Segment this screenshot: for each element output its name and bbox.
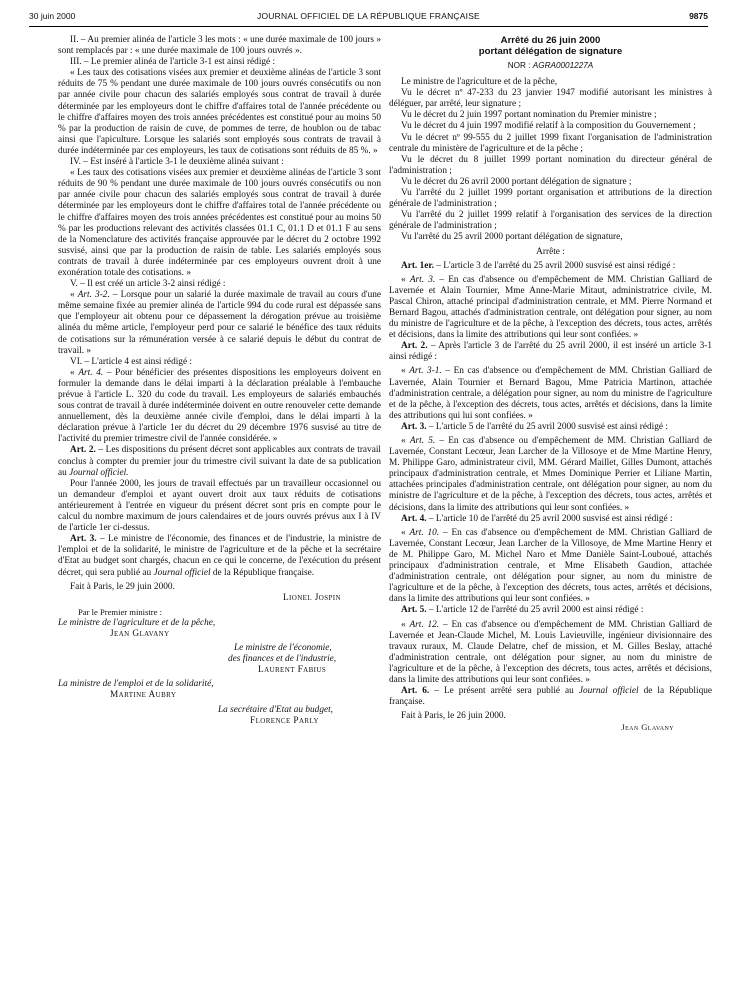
signature: Laurent Fabius bbox=[258, 665, 327, 676]
decree-subtitle: portant délégation de signature bbox=[478, 46, 623, 57]
visa: Le ministre de l'agriculture et de la pêche, bbox=[401, 77, 558, 88]
quoted-article: « Art. 3. – En cas d'absence ou d'empêchement de MM. Christian Galliard de Lavernée et Alain Tournier, Mme Anne-Marie Mitaut, administratrice civile, M. Pascal Chiron, attaché principal d'administration centrale, et MM. Pierre Normand et Bernard Bagou, attachés d'administration centrale, ont délégation pour signer, au nom du ministre de l'agriculture et de la pêche, à l'exception des décrets, tous actes, arrêtés et décisions, dans la limite des attributions qui leur sont confiées. » bbox=[389, 274, 712, 341]
decree-title: Arrêté du 26 juin 2000 bbox=[500, 35, 601, 46]
article-label: Art. 5. bbox=[409, 436, 436, 446]
article-label: Art. 3. bbox=[70, 534, 97, 545]
signature: Jean Glavany bbox=[621, 722, 674, 733]
header-date: 30 juin 2000 bbox=[29, 11, 76, 21]
article-label: Art. 5. bbox=[401, 605, 427, 616]
quoted-article: « Art. 3-1. – En cas d'absence ou d'empêchement de MM. Christian Galliard de Lavernée, Alain Tournier et Bernard Bagou, Mme Patricia Martinon, attachée d'administration centrale, a délégation pour signer, au nom du ministre de l'agriculture et de la pêche, à l'exception des décrets, tous actes, arrêtés et décisions, dans la limite des attributions qui lui sont confiées. » bbox=[389, 366, 713, 421]
right-column bbox=[389, 35, 712, 733]
visa: Vu le décret nº 99-555 du 2 juillet 1999 fixant l'organisation de l'administration centrale du ministère de l'agriculture et de la pêche ; bbox=[389, 132, 712, 154]
article-5: Art. 5. – L'article 12 de l'arrêté du 25 avril 2000 est ainsi rédigé : bbox=[401, 605, 644, 616]
article-label: Art. 3-1. bbox=[409, 366, 442, 377]
article-label: Art. 6. bbox=[401, 686, 430, 697]
article-3: Art. 3. – L'article 5 de l'arrêté du 25 avril 2000 susvisé est ainsi rédigé : bbox=[401, 421, 668, 432]
page-number: 9875 bbox=[689, 11, 708, 21]
article-label: Art. 3. bbox=[401, 421, 427, 432]
minister-title: des finances et de l'industrie, bbox=[228, 654, 337, 665]
done-at: Fait à Paris, le 29 juin 2000. bbox=[70, 581, 175, 592]
visa: Vu le décret du 2 juin 1997 portant nomination du Premier ministre ; bbox=[401, 110, 657, 121]
paragraph: IV. – Est inséré à l'article 3-1 le deuxième alinéa suivant : bbox=[70, 157, 284, 168]
signature-pm: Lionel Jospin bbox=[282, 592, 341, 603]
article-label: Art. 4. bbox=[401, 513, 427, 524]
paragraph: Pour l'année 2000, les jours de travail effectués par un travailleur occasionnel ou un demandeur d'emploi et ayant ouvert droit aux taux réduits de cotisations antérieurement à l'entrée en vigueur du présent décret sont pris en compte pour le calcul du nombre maximum de jours calendaires et de jours ouvrés prévus aux I à IV de l'article 1er ci-dessus. bbox=[58, 478, 381, 534]
minister-title: Le ministre de l'économie, bbox=[234, 643, 332, 654]
visa: Vu le décret du 4 juin 1997 modifié relatif à la composition du Gouvernement ; bbox=[401, 121, 696, 132]
article-label: Art. 2. bbox=[401, 341, 428, 352]
paragraph: V. – Il est créé un article 3-2 ainsi rédigé : bbox=[70, 279, 226, 290]
article-label: Art. 3-2. bbox=[77, 290, 110, 301]
article-2: Art. 2. – Les dispositions du présent décret sont applicables aux contrats de travail conclus à compter du premier jour du trimestre civil suivant la date de sa publication au Journal officiel. bbox=[58, 445, 381, 478]
done-at: Fait à Paris, le 26 juin 2000. bbox=[401, 711, 506, 722]
article-2: Art. 2. – Après l'article 3 de l'arrêté du 25 avril 2000, il est inséré un article 3-1 ainsi rédigé : bbox=[389, 341, 712, 363]
article-label: Art. 4. bbox=[78, 367, 104, 378]
quoted-article: « Art. 4. – Pour bénéficier des présentes dispositions les employeurs doivent en formuler la demande dans le délai imparti à la déclaration préalable à l'embauche prévue à l'article L. 320 du code du travail. Les employeurs de salariés embauchés sous contrat de travail à durée indéterminée doivent en outre renouveler cette demande annuellement, dès la deuxième année civile d'emploi, dans le délai imparti à la déclaration prévue à l'article 1er du décret du 29 décembre 1976 susvisé au titre de l'activité du premier trimestre civil de l'année considérée. » bbox=[58, 367, 381, 445]
minister-title: Le ministre de l'agriculture et de la pêche, bbox=[58, 617, 216, 628]
visa: Vu le décret du 8 juillet 1999 portant nomination du directeur général de l'administration ; bbox=[389, 154, 712, 176]
header-rule bbox=[29, 26, 708, 27]
article-1: Art. 1er. – L'article 3 de l'arrêté du 25 avril 2000 susvisé est ainsi rédigé : bbox=[401, 260, 676, 271]
paragraph: II. – Au premier alinéa de l'article 3 les mots : « une durée maximale de 100 jours » sont remplacés par : « une durée maximale de 100 jours ouvrés ». bbox=[58, 35, 381, 57]
visa: Vu l'arrêté du 25 avril 2000 portant délégation de signature, bbox=[401, 232, 623, 243]
signature: Martine Aubry bbox=[110, 690, 177, 701]
nor-reference: NOR : AGRA0001227A bbox=[507, 61, 594, 70]
article-3: Art. 3. – Le ministre de l'économie, des finances et de l'industrie, la ministre de l'emploi et de la solidarité, le ministre de l'agriculture et de la pêche et la secrétaire d'Etat au budget sont chargés, chacun en ce qui le concerne, de l'exécution du présent décret, qui sera publié au Journal officiel de la République française. bbox=[58, 534, 381, 578]
article-6: Art. 6. – Le présent arrêté sera publié au Journal officiel de la République française. bbox=[389, 686, 713, 708]
journal-title: JOURNAL OFFICIEL DE LA RÉPUBLIQUE FRANÇAISE bbox=[257, 11, 480, 21]
left-column bbox=[58, 35, 381, 727]
page-header bbox=[29, 11, 708, 25]
minister-title: La ministre de l'emploi et de la solidarité, bbox=[58, 679, 214, 690]
article-label: Art. 10. bbox=[409, 527, 440, 538]
paragraph: « Les taux des cotisations visées aux premier et deuxième alinéas de l'article 3 sont réduits de 75 % pendant une durée maximale de 100 jours ouvrés consécutifs ou non par année civile pour chacun des salariés employés sous contrat de travail à durée déterminée par les employeurs dont le chiffre d'affaires total de l'année précédente ou le chiffre d'affaires moyen des trois années précédentes est constitué pour au moins 50 % par la production de raisin de cuve, de pommes de terre, de houblon ou de tabac ainsi que l'apiculture. Lorsque les salariés sont employés sous contrats de travail à durée indéterminée par ces employeurs, les taux de cotisations sont réduits de 85 %. » bbox=[58, 68, 381, 156]
paragraph: « Les taux des cotisations visées aux premier et deuxième alinéas de l'article 3 sont réduits de 90 % pendant une durée maximale de 100 jours ouvrés consécutifs ou non par année civile pour chacun des salariés employés sous contrat de travail à durée déterminée par les employeurs dont le chiffre d'affaires total de l'année précédente ou le chiffre d'affaires moyen des trois années précédentes est constitué pour au moins 50 % par les productions relevant des activités classées 01.1 C, 01.1 D et 01.1 F au sens de la Nomenclature des activités française approuvée par le décret du 2 octobre 1992 susvisé, ainsi que par la production de raisin de table. Les salariés employés sous contrats de travail à durée indéterminée par ces employeurs ouvrent droit à une exonération totale des cotisations. » bbox=[58, 168, 381, 278]
article-label: Art. 2. bbox=[70, 445, 96, 456]
paragraph: VI. – L'article 4 est ainsi rédigé : bbox=[70, 356, 192, 367]
arrete-heading: Arrête : bbox=[536, 246, 565, 257]
article-label: Art. 1er. bbox=[401, 260, 434, 271]
quoted-article: « Art. 5. – En cas d'absence ou d'empêchement de MM. Christian Galliard de Lavernée, Constant Lecœur, Jean Larcher de la Villosoye et de Mme Martine Henry, M. Philippe Garo, administrateur civil, MM. Gérard Maillet, Gilles Dumont, attachés principaux d'administration centrale, et Mmes Dominique Perrier et Liliane Martin, attachées principales d'administration centrale, ont délégation pour signer, au nom du ministre de l'agriculture et de la pêche, à l'exception des décrets, tous actes, arrêtés et décisions, dans la limite des attributions qui leur sont confiées. » bbox=[389, 436, 712, 513]
article-4: Art. 4. – L'article 10 de l'arrêté du 25 avril 2000 susvisé est ainsi rédigé : bbox=[401, 513, 673, 524]
article-label: Art. 3. bbox=[409, 274, 436, 285]
quoted-article: « Art. 12. – En cas d'absence ou d'empêchement de MM. Christian Galliard de Lavernée et Jean-Claude Michel, M. Louis Lavieuville, ingénieur divisionnaire des travaux ruraux, M. Claude Delatre, chef de mission, et M. Gilles Beslay, attaché d'administration centrale, ont délégation pour signer, au nom du ministre de l'agriculture et de la pêche, à l'exception des décrets, tous actes, arrêtés et décisions, dans la limite des attributions qui leur sont confiées. » bbox=[389, 619, 712, 685]
visa: Vu l'arrêté du 2 juillet 1999 relatif à l'organisation des services de la direction générale de l'administration ; bbox=[389, 210, 712, 232]
visa: Vu l'arrêté du 2 juillet 1999 portant organisation et attributions de la direction générale de l'administration ; bbox=[389, 188, 712, 210]
signature: Jean Glavany bbox=[110, 628, 170, 639]
minister-title: La secrétaire d'Etat au budget, bbox=[218, 704, 333, 715]
article-label: Art. 12. bbox=[409, 619, 440, 630]
quoted-article: « Art. 10. – En cas d'absence ou d'empêchement de MM. Christian Galliard de Lavernée, Constant Lecœur, Jean Larcher de la Villosoye, de Mme Martine Henry et de M. Philippe Garo, M. Michel Naro et Mme Danièle Saint-Louboué, attachés principaux d'administration centrale, et Mme Elisabeth Gaudion, attachée d'administration centrale, ont délégation pour signer, au nom du ministre de l'agriculture et de la pêche, à l'exception des décrets, tous actes, arrêtés et décisions, dans la limite des attributions qui leur sont confiées. » bbox=[389, 527, 712, 605]
paragraph: III. – Le premier alinéa de l'article 3-1 est ainsi rédigé : bbox=[70, 57, 276, 68]
visa: Vu le décret du 26 avril 2000 portant délégation de signature ; bbox=[401, 176, 632, 187]
on-behalf: Par le Premier ministre : bbox=[78, 606, 163, 617]
visa: Vu le décret nº 47-233 du 23 janvier 1947 modifié autorisant les ministres à déléguer, par arrêté, leur signature ; bbox=[389, 88, 712, 110]
quoted-article: « Art. 3-2. – Lorsque pour un salarié la durée maximale de travail au cours d'une même semaine fixée au premier alinéa de l'article 994 du code rural est dépassée sans que l'employeur ait obtenu pour ce dépassement la dérogation prévue au troisième alinéa du même article, l'employeur perd pour ce salarié le bénéfice des taux réduits de cotisations sur la rémunération versée à ce salarié depuis le début du contrat de travail. » bbox=[58, 290, 381, 356]
signature: Florence Parly bbox=[250, 715, 319, 726]
